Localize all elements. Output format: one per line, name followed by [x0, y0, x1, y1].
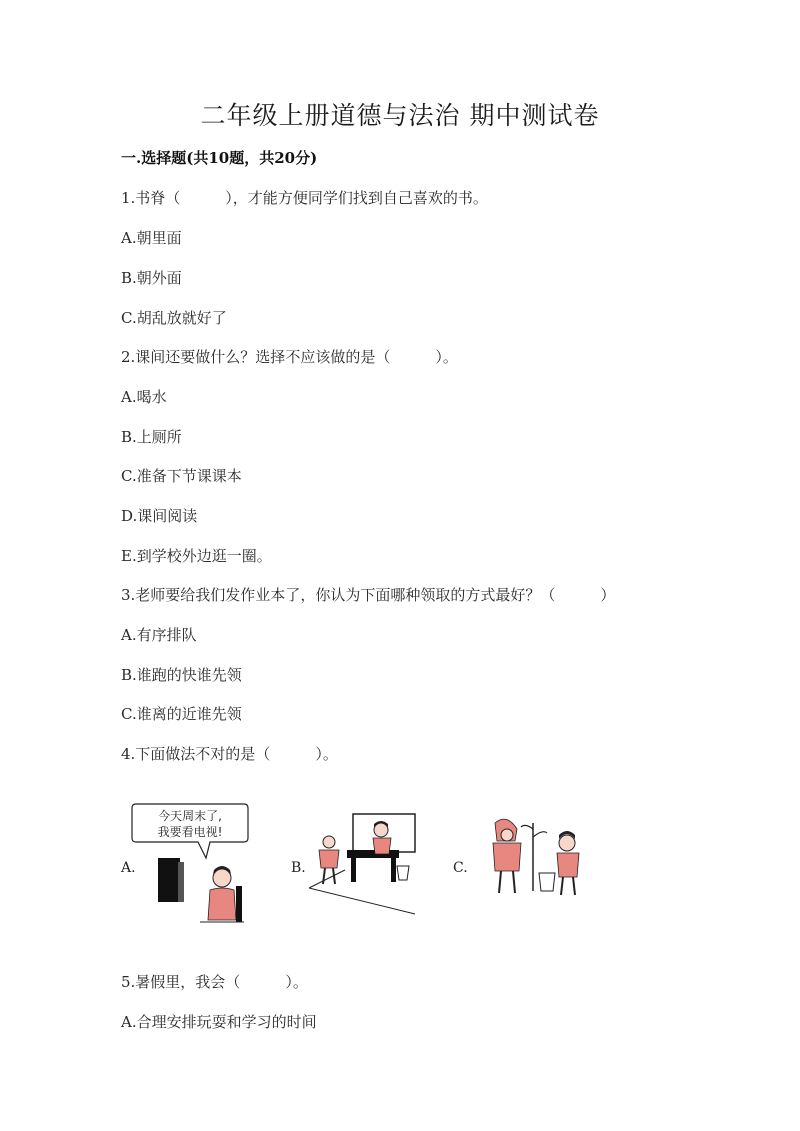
question-4: 4.下面做法不对的是（ ）。	[121, 745, 338, 763]
q2-option-a: A.喝水	[121, 388, 167, 406]
bubble-text-1: 今天周末了,	[158, 809, 222, 823]
q1-option-b: B.朝外面	[121, 269, 182, 287]
page-title: 二年级上册道德与法治 期中测试卷	[200, 101, 600, 130]
bubble-text-2: 我要看电视!	[157, 825, 223, 839]
picture-label-a: A.	[121, 860, 136, 876]
picture-label-c: C.	[453, 860, 468, 876]
tv-icon	[158, 858, 180, 902]
question-3: 3.老师要给我们发作业本了，你认为下面哪种领取的方式最好？（ ）	[121, 586, 616, 604]
question-5: 5.暑假里，我会（ ）。	[121, 973, 308, 991]
q5-option-a: A.合理安排玩耍和学习的时间	[121, 1013, 317, 1031]
section-heading: 一.选择题(共10题，共20分)	[121, 149, 318, 167]
tv-watching-illustration	[130, 800, 250, 925]
q2-option-c: C.准备下节课课本	[121, 467, 242, 485]
picture-label-b: B.	[291, 860, 306, 876]
q3-option-b: B.谁跑的快谁先领	[121, 666, 242, 684]
q1-option-c: C.胡乱放就好了	[121, 309, 227, 327]
question-1: 1.书脊（ ），才能方便同学们找到自己喜欢的书。	[121, 189, 488, 207]
q2-option-e: E.到学校外边逛一圈。	[121, 547, 272, 565]
q3-option-c: C.谁离的近谁先领	[121, 705, 242, 723]
desk-wiping-illustration	[305, 810, 420, 920]
tree-planting-illustration	[485, 815, 595, 900]
q2-option-b: B.上厕所	[121, 428, 182, 446]
q2-option-d: D.课间阅读	[121, 507, 198, 525]
question-2: 2.课间还要做什么？选择不应该做的是（ ）。	[121, 348, 458, 366]
q3-option-a: A.有序排队	[121, 626, 197, 644]
q1-option-a: A.朝里面	[121, 229, 182, 247]
